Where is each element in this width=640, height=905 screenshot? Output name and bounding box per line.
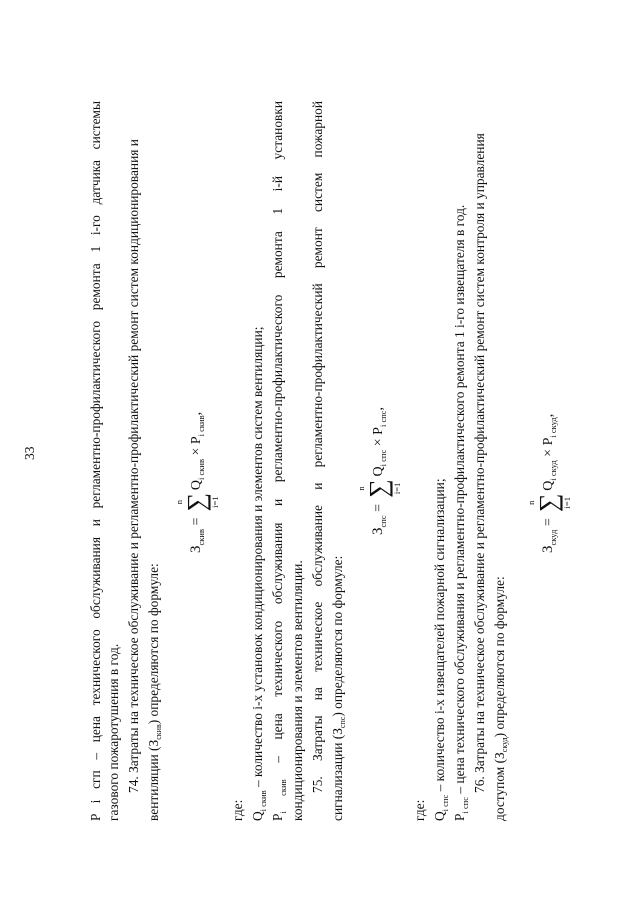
formula-skiv: $З_{скив}$ = n ∑ i=1 $Q_{i скив} \times P_{i скив}$,: [174, 411, 220, 553]
clause-76: 76. Затраты на техническое обслуживание и регламентно-профилактический ремонт систем контроля и управления: [472, 133, 487, 793]
def-p-skiv-cont: кондиционирования и элементов вентиляции.: [290, 560, 305, 821]
formula-skud: $З_{скуд}$ = n ∑ i=1 $Q_{i скуд} \times P_{i скуд}$,: [526, 413, 572, 553]
clause-75: 75. Затраты на техническое обслуживание и регламентно-профилактический ремонт систем пожарной: [310, 101, 325, 793]
formula-sps: $З_{спс}$ = n ∑ i=1 $Q_{i спс} \times P_{i спс}$,: [356, 406, 402, 535]
text-line-sgp-cont: газового пожаротушения в год.: [106, 643, 121, 821]
clause-75-cont: сигнализации $(З_{спс})$ определяются по формуле:: [330, 555, 347, 821]
def-q-skiv: $Q_{i скив}$ – количество i-х установок кондиционирования и элементов систем вентиляции;: [250, 326, 268, 821]
def-p-sps: $P_{i спс}$ – цена технического обслуживания и регламентно-профилактического ремонта 1 i-го извещателя в год.: [452, 204, 470, 821]
sum-sign: n ∑ i=1: [356, 479, 402, 498]
where-label-1: где:: [230, 799, 245, 821]
def-p-skiv: $P_{i скив}$ – цена технического обслуживания и регламентно-профилактического ремонта 1 i-й установки: [270, 100, 288, 821]
where-label-2: где:: [412, 799, 427, 821]
clause-76-cont: доступом $(З_{скуд})$ определяются по формуле:: [492, 576, 509, 821]
page-number: 33: [22, 446, 37, 460]
text-line-price-sgp: P i сгп – цена технического обслуживания и регламентно-профилактического ремонта 1 i-го датчика системы: [88, 101, 103, 821]
def-q-sps: $Q_{i спс}$ – количество i-х извещателей пожарной сигнализации;: [432, 478, 450, 821]
sum-sign: n ∑ i=1: [526, 493, 572, 513]
sum-sign: n ∑ i=1: [174, 492, 220, 512]
clause-74: 74. Затраты на техническое обслуживание и регламентно-профилактический ремонт систем кондиционирования и: [126, 139, 141, 793]
clause-74-cont: вентиляции $(З_{скив})$ определяются по формуле:: [146, 563, 163, 821]
